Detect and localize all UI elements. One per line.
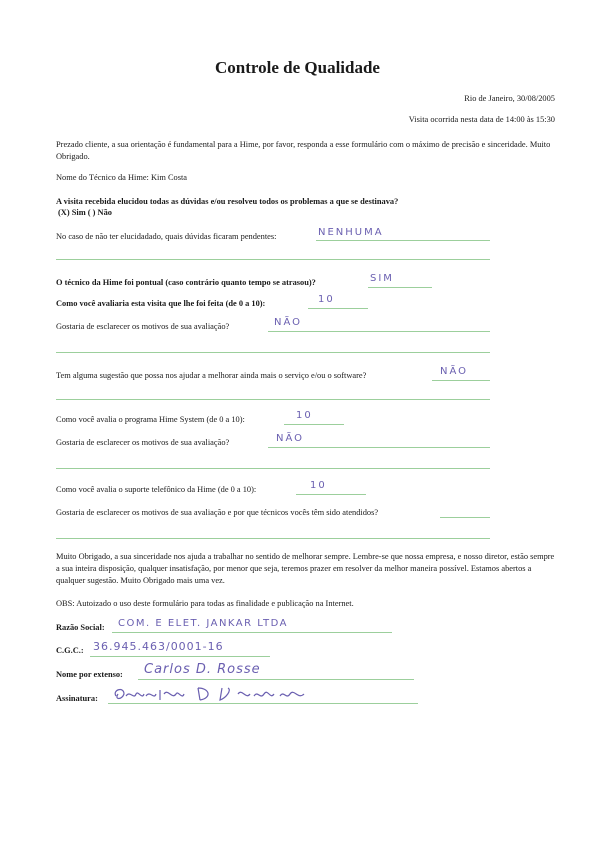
answer-line xyxy=(138,679,414,680)
answer-line xyxy=(56,468,490,469)
question-1: A visita recebida elucidou todas as dúvidas e/ou resolveu todos os problemas a que se destinava? xyxy=(56,197,399,206)
page-title: Controle de Qualidade xyxy=(215,58,380,77)
assinatura-label: Assinatura: xyxy=(56,694,98,703)
answer-line xyxy=(440,517,490,518)
question-7: Como você avalia o programa Hime System (de 0 a 10): xyxy=(56,415,245,424)
answer-line xyxy=(308,308,368,309)
answer-line xyxy=(316,240,490,241)
answer-line xyxy=(268,331,490,332)
question-3: O técnico da Hime foi pontual (caso contrário quanto tempo se atrasou)? xyxy=(56,278,316,287)
obs-text: OBS: Autoizado o uso deste formulário para todas as finalidade e publicação na Internet. xyxy=(56,599,354,608)
razao-social-value[interactable]: COM. E ELET. JANKAR LTDA xyxy=(118,618,288,629)
question-9: Como você avalia o suporte telefônico da Hime (de 0 a 10): xyxy=(56,485,257,494)
technician-name: Nome do Técnico da Hime: Kim Costa xyxy=(56,173,188,182)
cgc-label: C.G.C.: xyxy=(56,646,84,655)
intro-text: Prezado cliente, a sua orientação é fundamental para a Hime, por favor, responda a esse formulário com o máximo de precisão e sinceridade. Muito Obrigado. xyxy=(56,140,551,161)
answer-line xyxy=(56,259,490,260)
question-2: No caso de não ter elucidadado, quais dúvidas ficaram pendentes: xyxy=(56,232,277,241)
cgc-value[interactable]: 36.945.463/0001-16 xyxy=(93,640,224,653)
nome-value[interactable]: Carlos D. Rosse xyxy=(144,662,261,677)
answer-line xyxy=(112,632,392,633)
question-8: Gostaria de esclarecer os motivos de sua avaliação? xyxy=(56,438,230,447)
answer-line xyxy=(368,287,432,288)
answer-line xyxy=(108,703,418,704)
answer-line xyxy=(56,399,490,400)
answer-line xyxy=(90,656,270,657)
question-4: Como você avaliaria esta visita que lhe foi feita (de 0 a 10): xyxy=(56,299,266,308)
nome-label: Nome por extenso: xyxy=(56,670,123,679)
question-3-answer[interactable]: SIM xyxy=(370,273,394,284)
question-4-answer[interactable]: 10 xyxy=(318,294,335,305)
closing-text: Muito Obrigado, a sua sinceridade nos ajuda a trabalhar no sentido de melhorar sempre. Lembre-se que nossa empresa, e nosso diretor, estão sempre a sua inteira disposição, qualquer insatisfação, por menor que seja, teremos prazer em resolver da melhor maneira possível. Estamos abertos a qualquer sugestão. Muito Obrigado mais uma vez. xyxy=(56,552,555,585)
place-date: Rio de Janeiro, 30/08/2005 xyxy=(464,94,555,103)
question-6: Tem alguma sugestão que possa nos ajudar a melhorar ainda mais o serviço e/ou o software? xyxy=(56,371,367,380)
question-1-options[interactable]: (X) Sim ( ) Não xyxy=(58,208,112,217)
answer-line xyxy=(268,447,490,448)
question-8-answer[interactable]: NÃO xyxy=(276,433,305,444)
question-10: Gostaria de esclarecer os motivos de sua avaliação e por que técnicos vocês têm sido atendidos? xyxy=(56,508,379,517)
question-5-answer[interactable]: NÃO xyxy=(274,317,303,328)
question-7-answer[interactable]: 10 xyxy=(296,410,313,421)
answer-line xyxy=(56,352,490,353)
visit-time: Visita ocorrida nesta data de 14:00 às 15:30 xyxy=(408,115,555,124)
question-2-answer[interactable]: NENHUMA xyxy=(318,227,384,238)
answer-line xyxy=(296,494,366,495)
question-9-answer[interactable]: 10 xyxy=(310,480,327,491)
answer-line xyxy=(284,424,344,425)
question-5: Gostaria de esclarecer os motivos de sua avaliação? xyxy=(56,322,230,331)
answer-line xyxy=(432,380,490,381)
question-6-answer[interactable]: NÃO xyxy=(440,366,469,377)
answer-line xyxy=(56,538,490,539)
razao-social-label: Razão Social: xyxy=(56,623,105,632)
